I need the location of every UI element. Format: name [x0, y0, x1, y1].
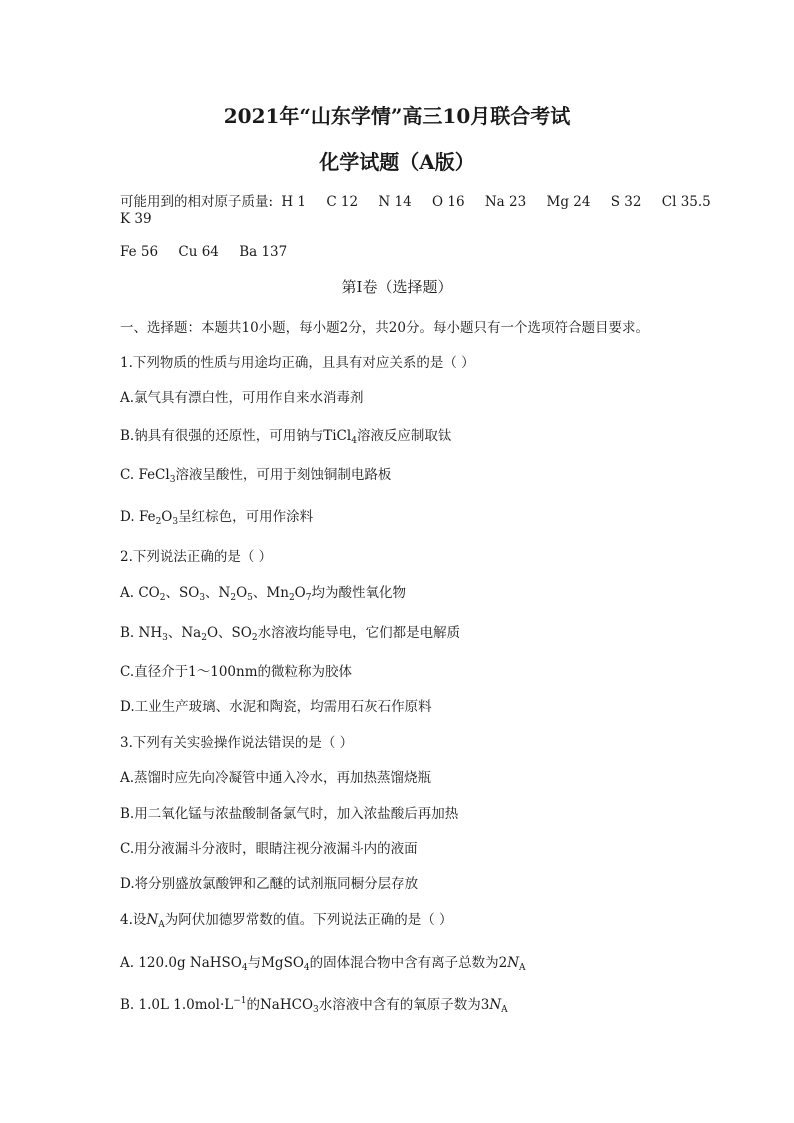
formula-fecl3	[138, 467, 175, 483]
question-3-option-d: D.将分别盛放氯酸钾和乙醚的试剂瓶同橱分层存放	[120, 876, 419, 892]
text: A. 120.0g	[120, 955, 190, 971]
formula-base: O	[206, 625, 219, 641]
atomic-mass-line	[120, 190, 711, 210]
atomic-mass-mg: Mg 24	[546, 194, 591, 210]
formula-base: Fe	[138, 509, 156, 525]
separator: 、	[252, 585, 267, 601]
question-1-option-c	[120, 463, 391, 483]
text: 呈红棕色，可用作涂料	[178, 509, 314, 525]
formula-subscript: 3	[169, 475, 176, 485]
question-2-option-c: C.直径介于1～100nm的微粒称为胶体	[120, 664, 352, 680]
text: 水溶液中含有的氧原子数为3	[318, 997, 490, 1013]
atomic-mass-cl: Cl 35.5	[661, 194, 711, 210]
text: D.	[120, 509, 139, 525]
text: 的	[246, 997, 260, 1013]
formula-nahso4	[190, 955, 248, 971]
question-4-option-b	[120, 993, 508, 1013]
formula-base: O	[236, 585, 248, 601]
atomic-mass-cu: Cu 64	[178, 244, 219, 260]
atomic-mass-label: 可能用到的相对原子质量:	[120, 194, 274, 210]
text: B.钠具有很强的还原性，可用钠与	[120, 428, 324, 444]
formula-base: Na	[181, 625, 202, 641]
formula-subscript: 4	[241, 963, 248, 973]
formula-subscript: 3	[313, 1005, 319, 1015]
formula-fe2o3	[139, 509, 178, 525]
formula-subscript: 2	[251, 633, 258, 643]
separator: 、	[205, 585, 219, 601]
formula-base: SO	[178, 585, 200, 601]
atomic-mass-h: H 1	[281, 194, 307, 210]
text: 为阿伏加德罗常数的值。下列说法正确的是（ ）	[164, 912, 453, 928]
section-header: 第Ⅰ卷（选择题）	[341, 278, 453, 296]
question-1-option-d	[120, 505, 313, 525]
question-1-option-b	[120, 424, 451, 444]
symbol-n: N	[489, 997, 502, 1013]
question-3-stem: 3.下列有关实验操作说法错误的是（ ）	[120, 735, 354, 751]
formula-so3	[179, 585, 205, 601]
question-2-option-a	[120, 581, 406, 601]
question-3-option-c: C.用分液漏斗分液时，眼睛注视分液漏斗内的液面	[120, 841, 418, 857]
question-2-option-d: D.工业生产玻璃、水泥和陶瓷，均需用石灰石作原料	[120, 699, 432, 715]
formula-base: O	[294, 585, 306, 601]
formula-subscript: 4	[303, 963, 310, 973]
text: 的固体混合物中含有离子总数为2	[309, 955, 508, 971]
avogadro-symbol	[146, 912, 164, 928]
formula-co2	[138, 585, 165, 601]
atomic-mass-fe: Fe 56	[120, 244, 159, 260]
symbol-n: N	[507, 955, 520, 971]
text: 与	[247, 955, 262, 971]
formula-base: NaHSO	[189, 955, 242, 971]
question-4-stem	[120, 908, 453, 928]
question-3-option-a: A.蒸馏时应先向冷凝管中通入冷水，再加热蒸馏烧瓶	[120, 770, 432, 786]
exam-subtitle: 化学试题（A版）	[319, 150, 475, 174]
question-1-option-a: A.氯气具有漂白性，可用作自来水消毒剂	[120, 390, 364, 406]
formula-base: N	[218, 585, 231, 601]
text: 溶液反应制取钛	[356, 428, 452, 444]
formula-nh3	[139, 625, 168, 641]
atomic-mass-na: Na 23	[484, 194, 527, 210]
formula-base: NH	[138, 625, 163, 641]
formula-base: NaHCO	[259, 997, 314, 1013]
atomic-mass-o: O 16	[432, 194, 465, 210]
formula-subscript: 2	[201, 633, 207, 643]
formula-base: TiCl	[323, 428, 352, 444]
exam-title: 2021年“山东学情”高三10月联合考试	[223, 104, 571, 128]
formula-base: SO	[231, 625, 252, 641]
formula-base: Mn	[266, 585, 289, 601]
formula-subscript: 5	[247, 593, 253, 603]
symbol-subscript: A	[501, 1005, 508, 1015]
formula-base: MgSO	[261, 955, 304, 971]
formula-ticl4	[323, 428, 357, 444]
separator: 、	[218, 625, 232, 641]
formula-subscript: 3	[199, 593, 206, 603]
text: 4.设	[120, 912, 147, 928]
atomic-mass-ba: Ba 137	[239, 244, 288, 260]
symbol-subscript: A	[519, 963, 526, 973]
formula-mgso4	[261, 955, 310, 971]
formula-subscript: 4	[351, 436, 357, 446]
question-4-option-a	[120, 951, 526, 971]
formula-base: O	[161, 509, 173, 525]
formula-subscript: 7	[305, 593, 312, 603]
text: B.	[120, 625, 139, 641]
formula-na2o	[181, 625, 218, 641]
formula-base: FeCl	[138, 467, 170, 483]
text: 溶液呈酸性，可用于刻蚀铜制电路板	[175, 467, 392, 483]
formula-subscript: 3	[162, 633, 168, 643]
symbol-subscript: A	[158, 920, 165, 930]
question-2-option-b	[120, 621, 460, 641]
formula-subscript: 3	[172, 517, 179, 527]
atomic-mass-s: S 32	[610, 194, 642, 210]
formula-base: CO	[138, 585, 160, 601]
formula-mn2o7	[266, 585, 311, 601]
separator: 、	[165, 585, 179, 601]
superscript: −1	[233, 996, 247, 1006]
formula-subscript: 2	[288, 593, 295, 603]
formula-so2	[232, 625, 258, 641]
atomic-mass-c: C 12	[326, 194, 359, 210]
text: 水溶液均能导电，它们都是电解质	[257, 625, 461, 641]
formula-n2o5	[219, 585, 253, 601]
atomic-mass-k: K 39	[120, 211, 152, 227]
symbol-n: N	[146, 912, 159, 928]
text: C.	[120, 467, 139, 483]
atomic-mass-n: N 14	[378, 194, 412, 210]
instructions: 一、选择题：本题共10小题，每小题2分，共20分。每小题只有一个选项符合题目要求。	[120, 320, 649, 336]
formula-subscript: 2	[159, 593, 166, 603]
question-2-stem: 2.下列说法正确的是（ ）	[120, 549, 273, 565]
question-1-stem: 1.下列物质的性质与用途均正确，且具有对应关系的是（ ）	[120, 355, 475, 371]
text: 均为酸性氧化物	[311, 585, 406, 601]
text: A.	[120, 585, 139, 601]
formula-nahco3	[260, 997, 319, 1013]
atomic-mass-line-3	[120, 244, 287, 260]
formula-subscript: 2	[230, 593, 237, 603]
text: B. 1.0L 1.0mol·L	[120, 997, 234, 1013]
avogadro-symbol	[507, 955, 525, 971]
separator: 、	[167, 625, 182, 641]
question-3-option-b: B.用二氧化锰与浓盐酸制备氯气时，加入浓盐酸后再加热	[120, 806, 459, 822]
avogadro-symbol	[489, 997, 507, 1013]
formula-subscript: 2	[155, 517, 162, 527]
